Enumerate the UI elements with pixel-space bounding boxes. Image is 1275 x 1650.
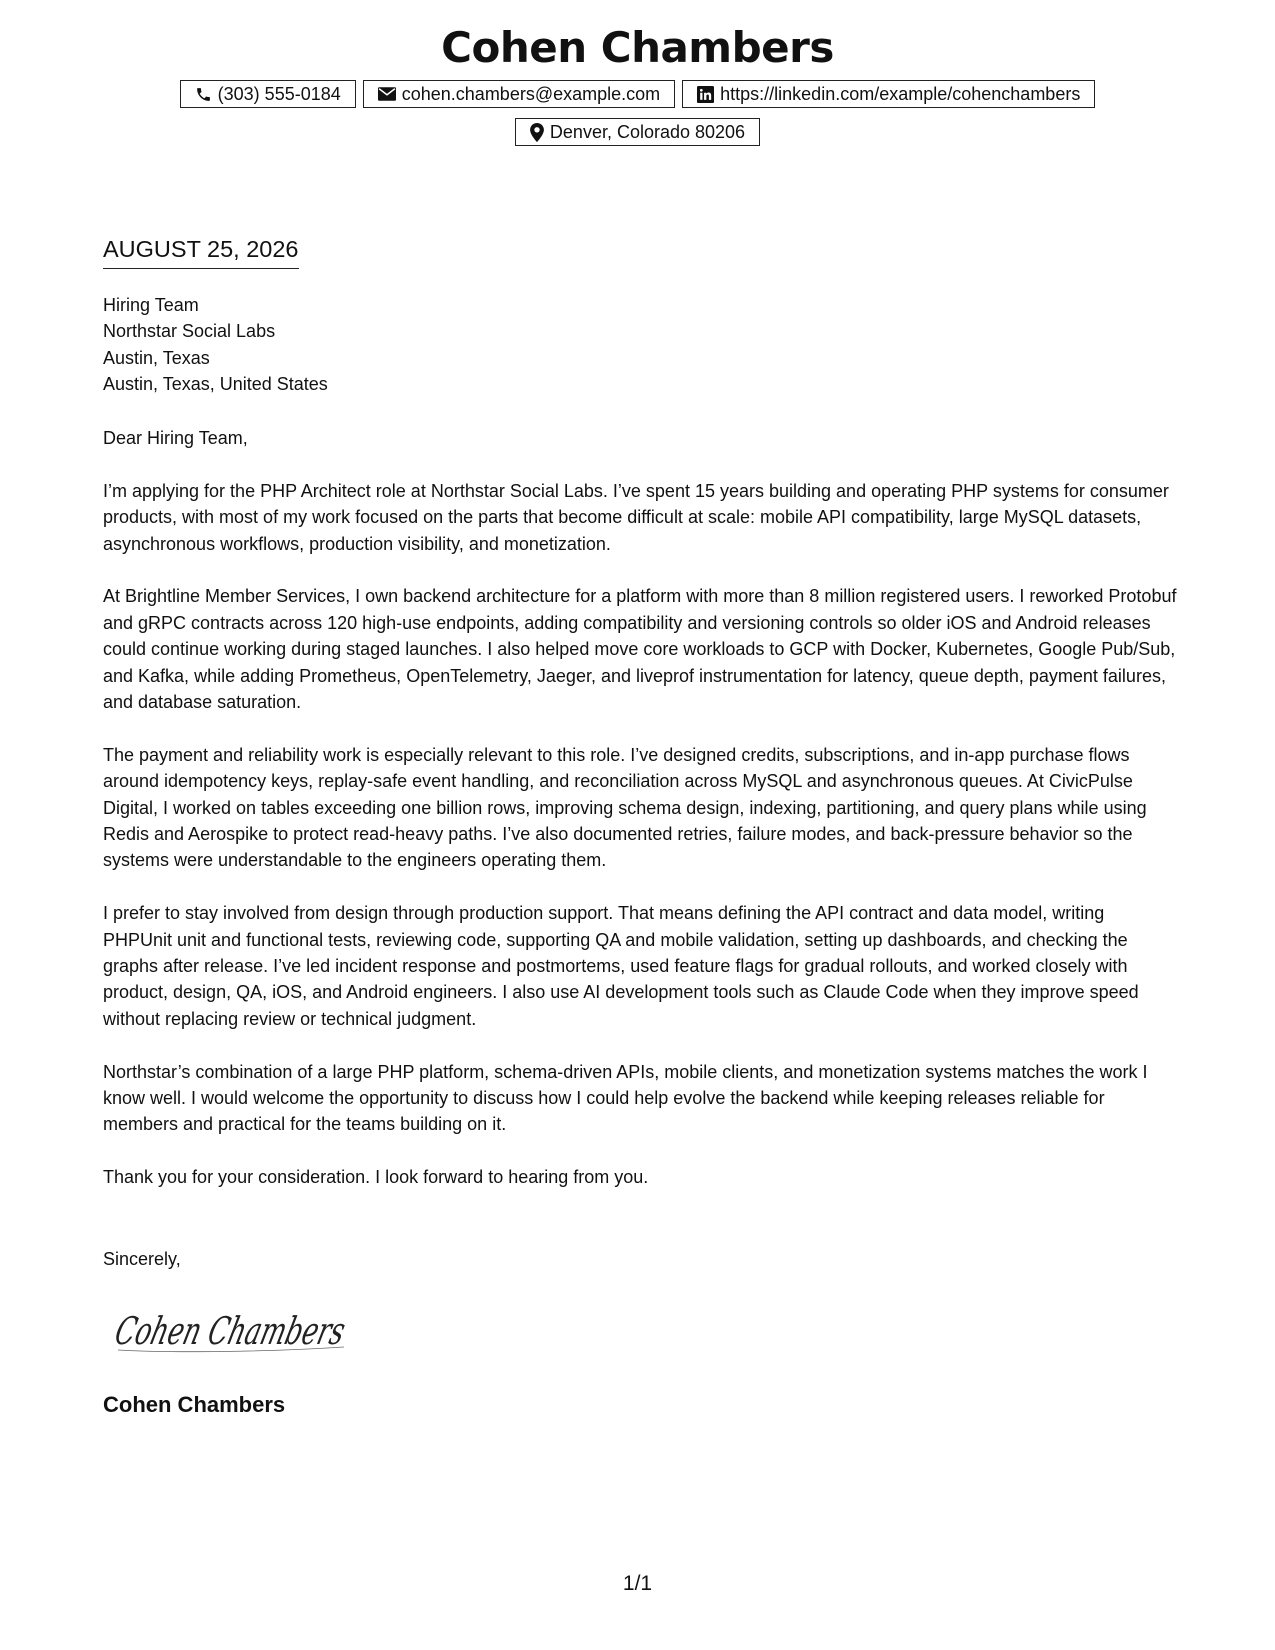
recipient-line: Hiring Team (103, 295, 199, 315)
contact-location-row (0, 118, 1275, 146)
linkedin-text: https://linkedin.com/example/cohenchambers (720, 83, 1081, 104)
linkedin-contact[interactable] (682, 80, 1095, 108)
envelope-icon (378, 87, 396, 101)
body-paragraph: I prefer to stay involved from design through production support. That means defining the API contract and data model, writing PHPUnit unit and functional tests, reviewing code, supporting QA and mobile validation, setting up dashboards, and checking the graphs after release. I’ve led incident response and postmortems, used feature flags for gradual rollouts, and worked closely with product, design, QA, iOS, and Android engineers. I also use AI development tools such as Claude Code when they improve speed without replacing review or technical judgment. (103, 903, 1139, 1029)
phone-text: (303) 555-0184 (217, 83, 341, 104)
location-contact (515, 118, 760, 146)
recipient-line: Northstar Social Labs (103, 321, 276, 342)
contact-info-row (0, 80, 1275, 108)
linkedin-icon (697, 86, 714, 103)
phone-icon (195, 86, 212, 103)
body-paragraph: Northstar’s combination of a large PHP platform, schema-driven APIs, mobile clients, and monetization systems matches the work I know well. I would welcome the opportunity to discuss how I could help evolve the backend while keeping releases reliable for members and practical for the teams building on it. (103, 1061, 1148, 1135)
email-text: cohen.chambers@example.com (401, 83, 661, 104)
letter-date: AUGUST 25, 2026 (103, 232, 299, 269)
signed-name: Cohen Chambers (103, 1392, 286, 1417)
body-paragraph: At Brightline Member Services, I own backend architecture for a platform with more than 8 million registered users. I reworked Protobuf and gRPC contracts across 120 high-use endpoints, adding compatibility and versioning controls so older iOS and Android releases could continue working during staged launches. I also helped move core workloads to GCP with Docker, Kubernetes, Google Pub/Sub, and Kafka, while adding Prometheus, OpenTelemetry, Jaeger, and liveprof instrumentation for latency, queue depth, payment failures, and database saturation. (103, 586, 1177, 713)
salutation: Dear Hiring Team, (103, 428, 248, 448)
letter-body (103, 425, 1178, 1217)
body-paragraph: Thank you for your consideration. I look forward to hearing from you. (103, 1167, 649, 1188)
handwritten-signature (108, 1300, 454, 1365)
email-contact[interactable] (363, 80, 675, 108)
svg-text:Cohen Chambers: Cohen Chambers (110, 1309, 454, 1354)
recipient-line: Austin, Texas (103, 347, 210, 368)
map-pin-icon (530, 123, 544, 142)
recipient-line: Austin, Texas, United States (103, 374, 328, 395)
body-paragraph: I’m applying for the PHP Architect role at Northstar Social Labs. I’ve spent 15 years building and operating PHP systems for consumer products, with most of my work focused on the parts that become difficult at scale: mobile API compatibility, large MySQL datasets, asynchronous workflows, production visibility, and monetization. (103, 480, 1169, 554)
closing-line: Sincerely, (103, 1249, 181, 1269)
recipient-address (103, 292, 328, 398)
applicant-name-heading: Cohen Chambers (441, 23, 834, 72)
body-paragraph: The payment and reliability work is especially relevant to this role. I’ve designed credits, subscriptions, and in-app purchase flows around idempotency keys, replay-safe event handling, and reconciliation across MySQL and asynchronous queues. At CivicPulse Digital, I worked on tables exceeding one billion rows, improving schema design, indexing, partitioning, and query plans while using Redis and Aerospike to protect read-heavy paths. I’ve also documented retries, failure modes, and back-pressure behavior so the systems were understandable to the engineers operating them. (103, 744, 1147, 871)
page-number: 1/1 (622, 1572, 653, 1595)
location-text: Denver, Colorado 80206 (549, 121, 746, 142)
phone-contact[interactable] (180, 80, 356, 108)
